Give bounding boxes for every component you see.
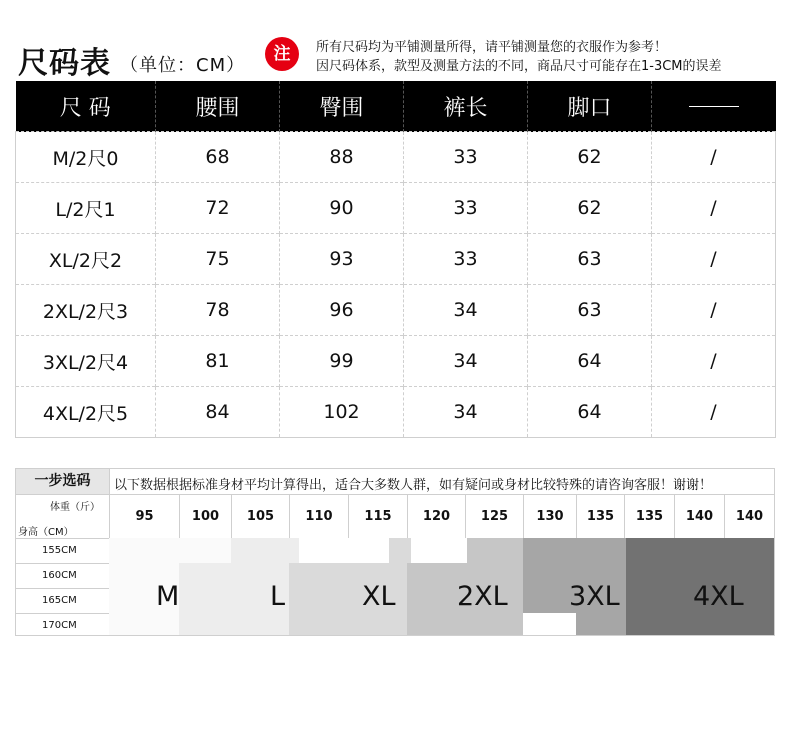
size-zone [179, 538, 231, 563]
cell-length: 34 [404, 336, 528, 387]
header-hem: 脚口 [528, 81, 652, 132]
table-row [16, 234, 776, 285]
cell-hip: 90 [280, 183, 404, 234]
cell-hip: 96 [280, 285, 404, 336]
weight-cell: 100 [179, 494, 231, 538]
weight-cell: 120 [407, 494, 465, 538]
weight-cell: 110 [289, 494, 348, 538]
size-zone [576, 613, 626, 636]
table-row [16, 183, 776, 234]
height-cell: 170CM [16, 613, 109, 636]
size-zone [407, 538, 411, 563]
cell-extra: / [652, 234, 776, 285]
table-row [16, 336, 776, 387]
weight-cell: 135 [624, 494, 674, 538]
cell-extra: / [652, 183, 776, 234]
header-blank [652, 81, 776, 132]
size-zone [179, 563, 231, 636]
cell-waist: 78 [156, 285, 280, 336]
weight-cell: 125 [465, 494, 523, 538]
size-table-header-row [16, 81, 776, 132]
size-guide [15, 468, 775, 636]
height-cell: 160CM [16, 563, 109, 588]
weight-cell: 105 [231, 494, 289, 538]
cell-length: 33 [404, 183, 528, 234]
header-dash [689, 106, 739, 107]
cell-extra: / [652, 132, 776, 183]
table-row [16, 132, 776, 183]
note-badge: 注 [265, 37, 299, 71]
height-cell: 165CM [16, 588, 109, 613]
cell-hip: 102 [280, 387, 404, 438]
header-waist: 腰围 [156, 81, 280, 132]
weight-cell: 130 [523, 494, 576, 538]
cell-hem: 64 [528, 387, 652, 438]
table-row [16, 387, 776, 438]
cell-waist: 84 [156, 387, 280, 438]
size-zone-label: 2XL [457, 581, 508, 612]
unit-label: （单位：CM） [120, 55, 246, 76]
size-chart-title: 尺码表 [18, 46, 111, 81]
size-guide-description: 以下数据根据标准身材平均计算得出，适合大多数人群，如有疑问或身材比较特殊的请咨询客服！谢谢！ [114, 478, 713, 493]
cell-size: L/2尺1 [16, 183, 156, 234]
cell-extra: / [652, 387, 776, 438]
weight-axis-label: 体重（斤） [50, 502, 100, 513]
cell-hip: 93 [280, 234, 404, 285]
weight-cell: 140 [674, 494, 724, 538]
cell-hem: 62 [528, 132, 652, 183]
header-size: 尺 码 [16, 81, 156, 132]
header-hip: 臀围 [280, 81, 404, 132]
size-table [15, 81, 776, 438]
note-line-2: 因尺码体系，款型及测量方法的不同，商品尺寸可能存在1-3CM的误差 [316, 59, 722, 74]
cell-extra: / [652, 336, 776, 387]
weight-cell: 115 [348, 494, 407, 538]
cell-hem: 63 [528, 285, 652, 336]
cell-waist: 75 [156, 234, 280, 285]
size-zone-label: XL [362, 581, 396, 612]
size-zone [289, 538, 299, 563]
cell-size: XL/2尺2 [16, 234, 156, 285]
cell-hip: 99 [280, 336, 404, 387]
cell-length: 33 [404, 132, 528, 183]
cell-length: 33 [404, 234, 528, 285]
cell-size: 2XL/2尺3 [16, 285, 156, 336]
cell-hem: 63 [528, 234, 652, 285]
cell-hip: 88 [280, 132, 404, 183]
height-cell: 155CM [16, 538, 109, 563]
cell-hem: 64 [528, 336, 652, 387]
cell-size: M/2尺0 [16, 132, 156, 183]
weight-cell: 140 [724, 494, 774, 538]
height-axis-label: 身高（CM） [18, 527, 74, 538]
size-zone-label: 3XL [569, 581, 620, 612]
note-line-1: 所有尺码均为平铺测量所得，请平铺测量您的衣服作为参考！ [316, 40, 668, 55]
weight-cell: 95 [109, 494, 179, 538]
cell-length: 34 [404, 285, 528, 336]
cell-size: 4XL/2尺5 [16, 387, 156, 438]
cell-waist: 72 [156, 183, 280, 234]
table-row [16, 285, 776, 336]
cell-hem: 62 [528, 183, 652, 234]
cell-length: 34 [404, 387, 528, 438]
grid-corner [16, 494, 109, 538]
header-length: 裤长 [404, 81, 528, 132]
size-guide-tab: 一步选码 [16, 469, 110, 494]
cell-waist: 81 [156, 336, 280, 387]
cell-size: 3XL/2尺4 [16, 336, 156, 387]
cell-extra: / [652, 285, 776, 336]
weight-cell: 135 [576, 494, 624, 538]
size-zone-label: L [270, 581, 286, 612]
size-zone-label: M [156, 581, 180, 612]
size-zone-label: 4XL [693, 581, 744, 612]
cell-waist: 68 [156, 132, 280, 183]
